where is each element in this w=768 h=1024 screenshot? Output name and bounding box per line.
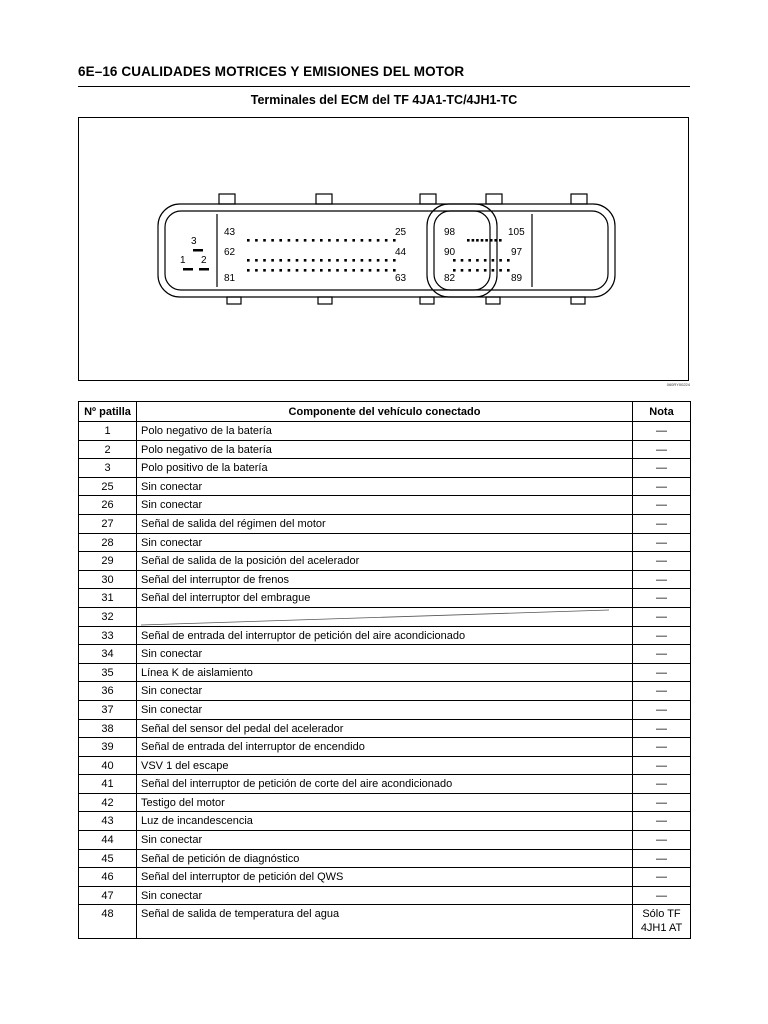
pin-dot <box>263 269 266 272</box>
pin-dot <box>499 239 502 242</box>
pin-dot <box>369 269 372 272</box>
component-cell: Señal de entrada del interruptor de petición del aire acondicionado <box>137 626 633 645</box>
component-cell: Sin conectar <box>137 886 633 905</box>
pin-dot <box>484 259 487 262</box>
table-row <box>79 514 691 533</box>
pin-cell: 27 <box>79 514 137 533</box>
col-header-pin: Nº patilla <box>79 402 137 422</box>
note-cell: — <box>633 793 691 812</box>
pin-dot <box>312 239 315 242</box>
table-row <box>79 719 691 738</box>
pin-dot <box>507 259 510 262</box>
table-row <box>79 607 691 626</box>
component-cell: Señal de salida de temperatura del agua <box>137 905 633 939</box>
pin-label-90: 90 <box>444 247 456 258</box>
pin-dot <box>377 259 380 262</box>
pin-cell: 39 <box>79 738 137 757</box>
note-cell: — <box>633 570 691 589</box>
pin-dot <box>492 259 495 262</box>
component-cell: Sin conectar <box>137 682 633 701</box>
pin-cell: 36 <box>79 682 137 701</box>
strike-line <box>137 608 612 626</box>
pin-label-63: 63 <box>395 273 407 284</box>
note-cell: — <box>633 440 691 459</box>
pin-label-3: 3 <box>191 236 197 247</box>
pin-dot <box>271 269 274 272</box>
figure-code: 060RY00224 <box>666 382 690 387</box>
pin-dot <box>467 239 470 242</box>
pin-dot <box>393 269 396 272</box>
pin-dot <box>255 239 258 242</box>
table-row <box>79 868 691 887</box>
table-row <box>79 533 691 552</box>
pin-cell: 33 <box>79 626 137 645</box>
note-cell: — <box>633 645 691 664</box>
pin-dot <box>304 269 307 272</box>
pin-dot <box>344 259 347 262</box>
pin-cell: 41 <box>79 775 137 794</box>
pin-dot <box>369 259 372 262</box>
pin-dot <box>461 269 464 272</box>
pin-dot <box>361 269 364 272</box>
pin-dot <box>255 259 258 262</box>
table-row <box>79 756 691 775</box>
table-row <box>79 570 691 589</box>
pin-cell: 38 <box>79 719 137 738</box>
note-cell: — <box>633 496 691 515</box>
col-header-component: Componente del vehículo conectado <box>137 402 633 422</box>
pin-dot <box>393 239 396 242</box>
pin-dot <box>328 239 331 242</box>
pin-dot <box>385 239 388 242</box>
pin-dot <box>296 259 299 262</box>
note-cell: — <box>633 477 691 496</box>
pin-cell: 3 <box>79 459 137 478</box>
pin-label-1: 1 <box>180 255 186 266</box>
pin-dot <box>320 259 323 262</box>
pin-dot <box>499 259 502 262</box>
pin-dot <box>453 259 456 262</box>
pin-dot <box>344 239 347 242</box>
table-row <box>79 793 691 812</box>
pin-dot <box>271 239 274 242</box>
component-cell: Polo negativo de la batería <box>137 422 633 441</box>
pin-dot <box>304 259 307 262</box>
pin-dot <box>279 239 282 242</box>
table-row <box>79 626 691 645</box>
pin-dot <box>385 269 388 272</box>
pin-dot <box>296 269 299 272</box>
table-row <box>79 682 691 701</box>
pin-dot <box>312 269 315 272</box>
pin-dot <box>385 259 388 262</box>
pin-dot <box>336 259 339 262</box>
pin-cell: 28 <box>79 533 137 552</box>
component-cell <box>137 607 633 626</box>
pin-dot <box>352 269 355 272</box>
component-cell: Polo positivo de la batería <box>137 459 633 478</box>
note-cell: — <box>633 719 691 738</box>
pin-dot <box>328 259 331 262</box>
pin-dot <box>247 239 250 242</box>
pin-dot <box>271 259 274 262</box>
pin-cell: 43 <box>79 812 137 831</box>
component-cell: Sin conectar <box>137 831 633 850</box>
pin-cell: 44 <box>79 831 137 850</box>
pin-cell: 34 <box>79 645 137 664</box>
table-row <box>79 700 691 719</box>
pin-dot <box>468 259 471 262</box>
table-row <box>79 422 691 441</box>
note-cell: — <box>633 756 691 775</box>
note-cell: — <box>633 663 691 682</box>
note-cell: — <box>633 626 691 645</box>
pin-dot <box>288 269 291 272</box>
pin-dot <box>320 239 323 242</box>
pin-dot <box>304 239 307 242</box>
pin-dot <box>499 269 502 272</box>
pin-cell: 45 <box>79 849 137 868</box>
table-row <box>79 905 691 939</box>
component-cell: Polo negativo de la batería <box>137 440 633 459</box>
pin-cell: 48 <box>79 905 137 939</box>
table-body <box>79 422 691 939</box>
table-row <box>79 477 691 496</box>
pin-cell: 37 <box>79 700 137 719</box>
component-cell: Sin conectar <box>137 533 633 552</box>
pin-dot <box>344 269 347 272</box>
table-row <box>79 645 691 664</box>
pin-dot <box>476 259 479 262</box>
pin-dot <box>263 239 266 242</box>
pin-dot <box>472 239 475 242</box>
component-cell: Sin conectar <box>137 477 633 496</box>
pin-dot <box>485 239 488 242</box>
pin-label-98: 98 <box>444 227 456 238</box>
pin-label-2: 2 <box>201 255 207 266</box>
note-cell: — <box>633 682 691 701</box>
pin-cell: 29 <box>79 552 137 571</box>
pin-cell: 2 <box>79 440 137 459</box>
pin-dot <box>461 259 464 262</box>
pin-dot <box>279 259 282 262</box>
component-cell: Señal del interruptor de frenos <box>137 570 633 589</box>
pin-table <box>78 401 691 939</box>
col-header-note: Nota <box>633 402 691 422</box>
note-cell: Sólo TF 4JH1 AT <box>633 905 691 939</box>
note-cell: — <box>633 849 691 868</box>
pin-label-82: 82 <box>444 273 456 284</box>
pin-dot <box>453 269 456 272</box>
pin-dot <box>377 269 380 272</box>
pin-dot <box>320 269 323 272</box>
component-cell: Señal de entrada del interruptor de encendido <box>137 738 633 757</box>
pin-cell: 1 <box>79 422 137 441</box>
pin-dot <box>507 269 510 272</box>
table-row <box>79 775 691 794</box>
component-cell: Sin conectar <box>137 496 633 515</box>
pin-cell: 25 <box>79 477 137 496</box>
pin-label-105: 105 <box>508 227 525 238</box>
component-cell: Sin conectar <box>137 645 633 664</box>
component-cell: Sin conectar <box>137 700 633 719</box>
note-cell: — <box>633 533 691 552</box>
pin-dot <box>369 239 372 242</box>
pin-cell: 30 <box>79 570 137 589</box>
component-cell: Señal del sensor del pedal del acelerador <box>137 719 633 738</box>
pin-dot <box>352 239 355 242</box>
component-cell: Señal de salida del régimen del motor <box>137 514 633 533</box>
table-header-row <box>79 402 691 422</box>
note-cell: — <box>633 738 691 757</box>
component-cell: Señal del interruptor de petición del QWS <box>137 868 633 887</box>
pin-cell: 46 <box>79 868 137 887</box>
pin-cell: 47 <box>79 886 137 905</box>
note-cell: — <box>633 589 691 608</box>
component-cell: Línea K de aislamiento <box>137 663 633 682</box>
header-rule <box>78 86 690 87</box>
pin-dot <box>288 239 291 242</box>
table-row <box>79 831 691 850</box>
pin-dot <box>296 239 299 242</box>
component-cell: Testigo del motor <box>137 793 633 812</box>
note-cell: — <box>633 775 691 794</box>
pin-label-25: 25 <box>395 227 407 238</box>
pin-dot <box>255 269 258 272</box>
pin-dot <box>361 239 364 242</box>
pin-dot <box>492 269 495 272</box>
pin-dot <box>288 259 291 262</box>
pin-dot <box>481 239 484 242</box>
pin-dot <box>328 269 331 272</box>
pin-label-62: 62 <box>224 247 236 258</box>
pin-dot <box>352 259 355 262</box>
component-cell: Señal de salida de la posición del acelerador <box>137 552 633 571</box>
pin-dot <box>476 239 479 242</box>
table-row <box>79 440 691 459</box>
note-cell: — <box>633 886 691 905</box>
note-cell: — <box>633 514 691 533</box>
note-cell: — <box>633 607 691 626</box>
note-cell: — <box>633 812 691 831</box>
pin-dot <box>476 269 479 272</box>
component-cell: Luz de incandescencia <box>137 812 633 831</box>
pin-dot <box>247 259 250 262</box>
pin-cell: 31 <box>79 589 137 608</box>
note-cell: — <box>633 831 691 850</box>
pin-dot <box>377 239 380 242</box>
pin-cell: 32 <box>79 607 137 626</box>
pin-dot <box>263 259 266 262</box>
pin-cell: 35 <box>79 663 137 682</box>
pin-cell: 42 <box>79 793 137 812</box>
table-row <box>79 663 691 682</box>
component-cell: Señal de petición de diagnóstico <box>137 849 633 868</box>
component-cell: Señal del interruptor de petición de corte del aire acondicionado <box>137 775 633 794</box>
table-row <box>79 552 691 571</box>
pin-dot <box>336 269 339 272</box>
pin-label-81: 81 <box>224 273 236 284</box>
table-row <box>79 589 691 608</box>
pin-label-43: 43 <box>224 227 236 238</box>
table-row <box>79 459 691 478</box>
pin-dot <box>336 239 339 242</box>
pin-dot <box>279 269 282 272</box>
pin-dot <box>247 269 250 272</box>
pin-dot <box>468 269 471 272</box>
pin-label-44: 44 <box>395 247 407 258</box>
pin-dot <box>484 269 487 272</box>
page-header: 6E–16 CUALIDADES MOTRICES Y EMISIONES DEL MOTOR <box>78 64 465 79</box>
table-row <box>79 812 691 831</box>
note-cell: — <box>633 700 691 719</box>
table-row <box>79 496 691 515</box>
pin-dot <box>312 259 315 262</box>
pin-cell: 26 <box>79 496 137 515</box>
ecm-connector-diagram <box>79 118 690 382</box>
pin-cell: 40 <box>79 756 137 775</box>
pin-dot <box>494 239 497 242</box>
note-cell: — <box>633 422 691 441</box>
note-cell: — <box>633 459 691 478</box>
component-cell: Señal del interruptor del embrague <box>137 589 633 608</box>
pin-dot <box>393 259 396 262</box>
component-cell: VSV 1 del escape <box>137 756 633 775</box>
pin-label-97: 97 <box>511 247 523 258</box>
left-connector-inner <box>165 211 490 290</box>
table-row <box>79 886 691 905</box>
table-row <box>79 738 691 757</box>
note-cell: — <box>633 868 691 887</box>
table-row <box>79 849 691 868</box>
note-cell: — <box>633 552 691 571</box>
pin-label-89: 89 <box>511 273 523 284</box>
pin-dot <box>361 259 364 262</box>
connector-figure <box>78 117 689 381</box>
pin-dot <box>490 239 493 242</box>
figure-title: Terminales del ECM del TF 4JA1-TC/4JH1-TC <box>250 93 518 107</box>
